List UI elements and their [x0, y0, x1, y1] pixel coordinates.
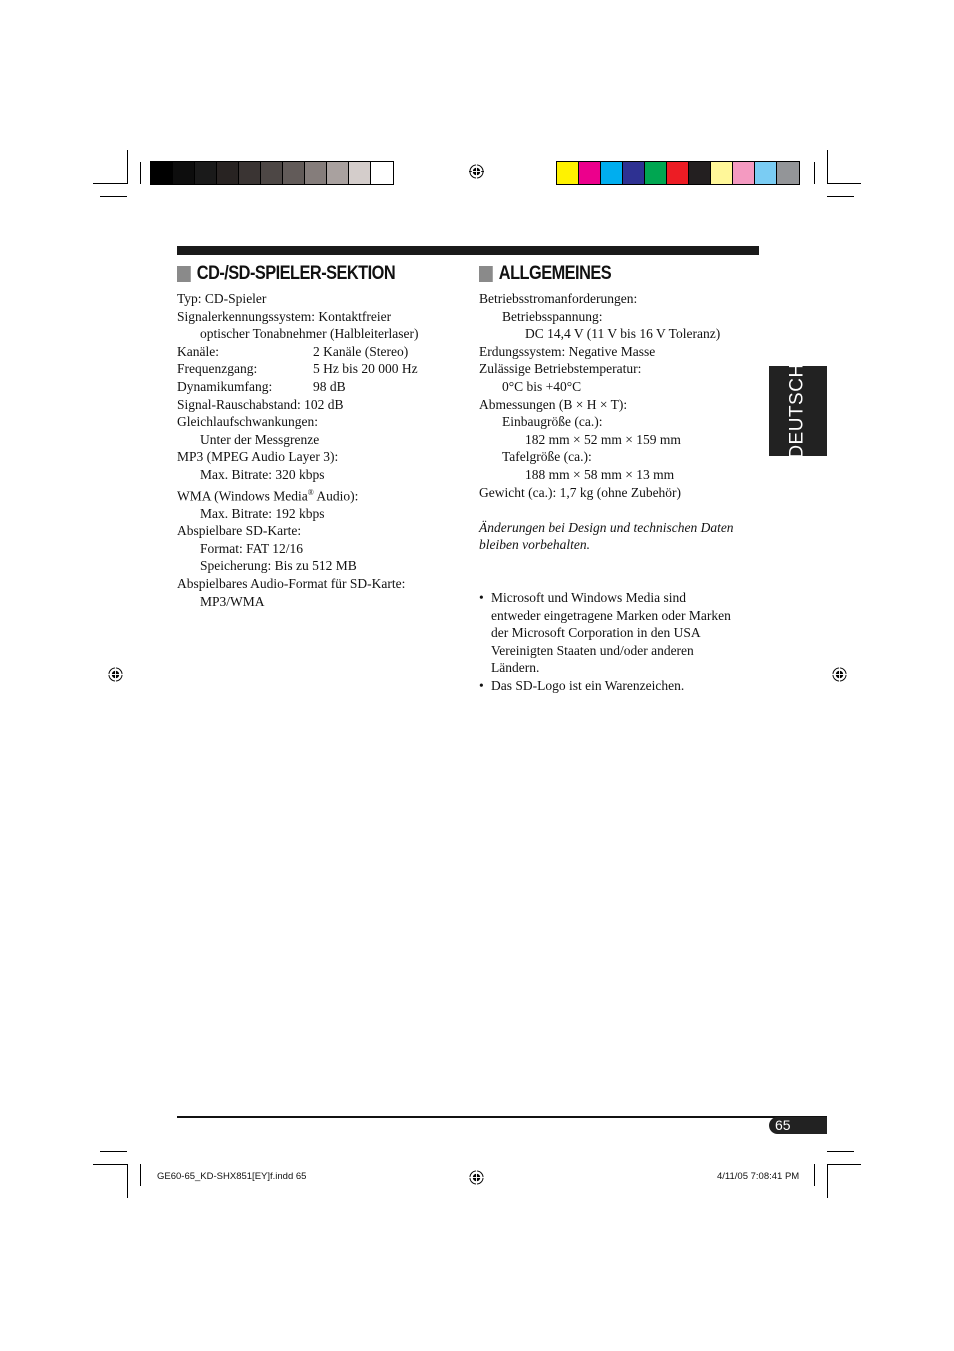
process-color-bar: [556, 161, 800, 185]
bullet-icon: •: [479, 590, 484, 606]
crop-mark-top-right-h2: [827, 196, 854, 197]
section-heading-allgemeines: [479, 262, 611, 286]
gray-swatch: [239, 162, 261, 184]
spec-line: 0°C bis +40°C: [502, 378, 582, 394]
registered-mark: ®: [307, 487, 314, 497]
crop-mark-bottom-left-v: [127, 1164, 128, 1198]
bullet-line: Das SD-Logo ist ein Warenzeichen.: [491, 678, 685, 694]
spec-line: Gewicht (ca.): 1,7 kg (ohne Zubehör): [479, 484, 682, 500]
spec-line: Signalerkennungssystem: Kontaktfreier: [177, 308, 392, 324]
crop-mark-bottom-right-h: [827, 1164, 861, 1165]
spec-line-wma: [177, 484, 418, 505]
language-tab-label: DEUTSCH: [787, 363, 808, 459]
spec-line: Abmessungen (B × H × T):: [479, 396, 628, 412]
spec-label: Kanäle:: [177, 343, 219, 359]
heading-square-icon: [177, 266, 191, 282]
crop-mark-top-left-v2: [140, 162, 141, 184]
color-swatch: [579, 162, 601, 184]
crop-mark-bottom-right-v2: [814, 1164, 815, 1186]
gray-swatch: [195, 162, 217, 184]
crop-mark-top-right-h: [827, 183, 861, 184]
general-spec-list: [479, 290, 734, 695]
spec-line: optischer Tonabnehmer (Halbleiterlaser): [200, 326, 419, 342]
spec-row-dynamik: [177, 378, 418, 396]
crop-mark-bottom-left-h: [93, 1164, 127, 1165]
color-swatch: [711, 162, 733, 184]
crop-mark-top-left-h: [93, 183, 127, 184]
spec-line: Signal-Rauschabstand: 102 dB: [177, 396, 344, 412]
bullet-icon: •: [479, 678, 484, 694]
heading-square-icon: [479, 266, 493, 282]
color-swatch: [733, 162, 755, 184]
grayscale-color-bar: [150, 161, 394, 185]
color-swatch: [601, 162, 623, 184]
spec-line: Zulässige Betriebstemperatur:: [479, 361, 642, 377]
page-number: 65: [775, 1117, 791, 1133]
footer-file-name: GE60-65_KD-SHX851[EY]f.indd 65: [157, 1171, 307, 1182]
gray-swatch: [371, 162, 393, 184]
spec-line: Abspielbares Audio-Format für SD-Karte:: [177, 576, 406, 591]
spec-line: Abspielbare SD-Karte:: [177, 523, 302, 539]
gray-swatch: [349, 162, 371, 184]
spec-line: Max. Bitrate: 192 kbps: [200, 505, 325, 521]
gray-swatch: [305, 162, 327, 184]
footer-timestamp: 4/11/05 7:08:41 PM: [717, 1171, 800, 1182]
color-swatch: [557, 162, 579, 184]
gray-swatch: [261, 162, 283, 184]
spec-value: 2 Kanäle (Stereo): [313, 343, 409, 359]
spec-value: 5 Hz bis 20 000 Hz: [313, 361, 418, 377]
gray-swatch: [173, 162, 195, 184]
crop-mark-top-right-v2: [814, 162, 815, 184]
bullet-line: Vereinigten Staaten und/oder anderen: [491, 642, 694, 658]
spec-row-kanaele: [177, 343, 418, 361]
gray-swatch: [151, 162, 173, 184]
spec-line: Betriebsspannung:: [502, 308, 603, 324]
color-swatch: [667, 162, 689, 184]
bullet-line: der Microsoft Corporation in den USA: [491, 625, 701, 641]
language-tab: [769, 363, 827, 459]
spec-line: Einbaugröße (ca.):: [502, 414, 603, 430]
crop-mark-top-left-h2: [100, 196, 127, 197]
color-swatch: [623, 162, 645, 184]
spec-value: 98 dB: [313, 378, 346, 394]
spec-label: Frequenzgang:: [177, 361, 258, 377]
gray-swatch: [283, 162, 305, 184]
spec-line: Typ: CD-Spieler: [177, 291, 267, 306]
spec-line: Gleichlaufschwankungen:: [177, 414, 318, 430]
spec-line: Erdungssystem: Negative Masse: [479, 343, 656, 359]
crop-mark-bottom-right-h2: [827, 1151, 854, 1152]
spec-line: Max. Bitrate: 320 kbps: [200, 466, 325, 482]
spec-line: Tafelgröße (ca.):: [502, 449, 592, 465]
trademark-bullet: [479, 677, 734, 695]
crop-mark-top-right-v: [827, 150, 828, 184]
spec-line: MP3/WMA: [200, 593, 265, 609]
heading-text: ALLGEMEINES: [498, 263, 612, 284]
top-rule: [177, 246, 759, 255]
bullet-line: Microsoft und Windows Media sind: [491, 590, 686, 606]
spec-line: Unter der Messgrenze: [200, 431, 320, 447]
crop-mark-bottom-right-v: [827, 1164, 828, 1198]
section-heading-cd-sd: [177, 262, 395, 286]
gray-swatch: [217, 162, 239, 184]
spec-line: MP3 (MPEG Audio Layer 3):: [177, 449, 339, 465]
spec-line: Betriebsstromanforderungen:: [479, 291, 638, 306]
spec-label: Dynamikumfang:: [177, 378, 273, 394]
registration-mark-icon: [469, 1170, 484, 1185]
registration-mark-icon: [469, 164, 484, 179]
crop-mark-top-left-v: [127, 150, 128, 184]
color-swatch: [645, 162, 667, 184]
color-swatch: [755, 162, 777, 184]
gray-swatch: [327, 162, 349, 184]
change-notice: bleiben vorbehalten.: [479, 537, 590, 553]
crop-mark-bottom-left-v2: [140, 1164, 141, 1186]
color-swatch: [777, 162, 799, 184]
spec-line: 182 mm × 52 mm × 159 mm: [525, 431, 681, 447]
heading-text: CD-/SD-SPIELER-SEKTION: [196, 263, 396, 284]
change-notice: Änderungen bei Design und technischen Daten: [479, 519, 734, 535]
spec-line: 188 mm × 58 mm × 13 mm: [525, 466, 675, 482]
spec-line: Speicherung: Bis zu 512 MB: [200, 558, 357, 574]
cd-sd-spec-list: [177, 290, 418, 610]
color-swatch: [689, 162, 711, 184]
bottom-rule: [177, 1116, 827, 1118]
crop-mark-bottom-left-h2: [100, 1151, 127, 1152]
spec-text: Audio):: [313, 488, 359, 504]
registration-mark-icon: [108, 667, 123, 682]
registration-mark-icon: [832, 667, 847, 682]
spec-row-frequenz: [177, 360, 418, 378]
trademark-bullet: [479, 589, 734, 677]
spec-line: Format: FAT 12/16: [200, 540, 304, 556]
spec-text: WMA (Windows Media: [177, 488, 308, 504]
bullet-line: entweder eingetragene Marken oder Marken: [491, 607, 731, 623]
bullet-line: Ländern.: [491, 660, 540, 676]
spec-line: DC 14,4 V (11 V bis 16 V Toleranz): [525, 326, 721, 342]
